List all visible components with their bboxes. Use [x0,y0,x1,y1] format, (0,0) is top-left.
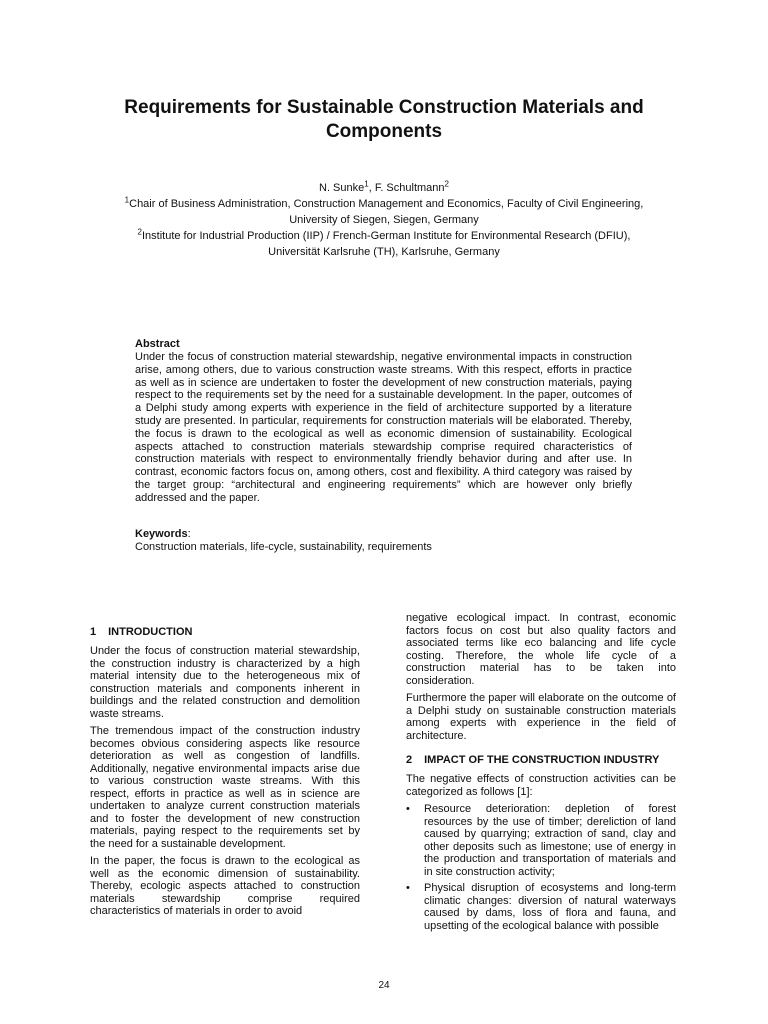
section-2-intro: The negative effects of construction activities can be categorized as follows [1]: [406,773,676,798]
intro-paragraph-1: Under the focus of construction material stewardship, the construction industry is characterized by a high material intensity due to the heterogeneous mix of construction materials and components inherent in buildings and the related construction and demolition waste streams. [90,645,360,720]
list-item-text: Resource deterioration: depletion of forest resources by the use of timber; dereliction of land caused by quarrying; extraction of sand, clay and other deposits such as limestone; use of energy in the production and transportation of materials and in site construction activity; [424,803,676,878]
page-number: 24 [378,980,390,991]
keywords-colon: : [187,528,191,540]
abstract-heading: Abstract [135,338,180,350]
author-names [120,179,648,195]
keywords-section [135,528,632,554]
affiliation-1-place: University of Siegen, Siegen, Germany [289,214,479,226]
intro-paragraph-2: The tremendous impact of the construction industry becomes obvious considering aspects like resource deterioration as well as congestion of landfills. Additionally, negative environmental impacts arise due to various construction waste streams. With this respect, efforts in practice as well as in science are undertaken to analyze current construction materials and to foster the development of new construction materials, paying respect to the requirements set by the need for a sustainable development. [90,725,360,850]
intro-paragraph-4: Furthermore the paper will elaborate on the outcome of a Delphi study on sustainable construction materials among experts with experience in the field of architecture. [406,692,676,742]
affiliation-1-text: Chair of Business Administration, Construction Management and Economics, Faculty of Civil Engineering, [129,198,644,210]
paper-title: Requirements for Sustainable Construction Materials and Components [124,97,644,142]
section-1-number: 1 [90,626,97,638]
bullet-marker: • [406,803,410,815]
affiliation-2-place: Universität Karlsruhe (TH), Karlsruhe, Germany [268,246,500,258]
left-column [90,626,360,923]
author-name-1: N. Sunke [319,182,365,194]
affiliation-2-text: Institute for Industrial Production (IIP) / French-German Institute for Environmental Research (DFIU), [141,230,631,242]
abstract-text: Under the focus of construction material stewardship, negative environmental impacts in construction arise, among others, due to various construction waste streams. With this respect, efforts in practice as well as in science are undertaken to foster the development of new construction materials, paying respect to the requirements set by the need for a sustainable development. In the paper, outcomes of a Delphi study among experts with experience in the field of architecture supported by a literature study are presented. In particular, requirements for construction materials will be elaborated. Thereby, the focus is drawn to the ecological as well as economic dimension of sustainability. Ecological aspects attached to construction materials stewardship comprise required characteristics of construction materials with respect to environmentally friendly behavior during and after use. In contrast, economic factors focus on, among others, cost and flexibility. A third category was raised by the target group: “architectural and engineering requirements” which are however only briefly addressed and the paper. [135,351,632,504]
author-2-affiliation-mark: 2 [444,179,449,189]
author-name-2: , F. Schultmann [368,182,445,194]
affiliation-1-mark: 1 [124,195,130,205]
section-2-heading [406,754,676,767]
section-2-title: IMPACT OF THE CONSTRUCTION INDUSTRY [424,754,660,766]
affiliation-1 [120,195,648,211]
intro-continuation-paragraph: negative ecological impact. In contrast, economic factors focus on cost but also quality factors and associated terms like eco balancing and life cycle costing. Therefore, the whole life cycle of a construction material has to be taken into consideration. [406,612,676,687]
list-item [406,803,676,878]
section-1-title: INTRODUCTION [108,626,193,638]
author-1-affiliation-mark: 1 [364,179,369,189]
keywords-heading: Keywords [135,528,188,540]
bullet-marker: • [406,882,410,894]
right-column [406,612,676,936]
section-1-heading [90,626,360,639]
intro-paragraph-3: In the paper, the focus is drawn to the ecological as well as the economic dimension of sustainability. Thereby, ecologic aspects attached to construction materials stewardship comprise required characteristics of materials in order to avoid [90,855,360,917]
affiliation-2-mark: 2 [137,227,142,237]
list-item [406,882,676,932]
section-2-number: 2 [406,754,413,766]
affiliation-2 [120,227,648,243]
keywords-text: Construction materials, life-cycle, sustainability, requirements [135,541,432,553]
keywords-heading-line [135,528,632,541]
impact-list [406,803,676,932]
author-block [120,179,648,262]
list-item-text: Physical disruption of ecosystems and long-term climatic changes: diversion of natural waterways caused by dams, loss of flora and fauna, and upsetting of the ecological balance with possible [424,882,676,932]
abstract-section [135,338,632,505]
